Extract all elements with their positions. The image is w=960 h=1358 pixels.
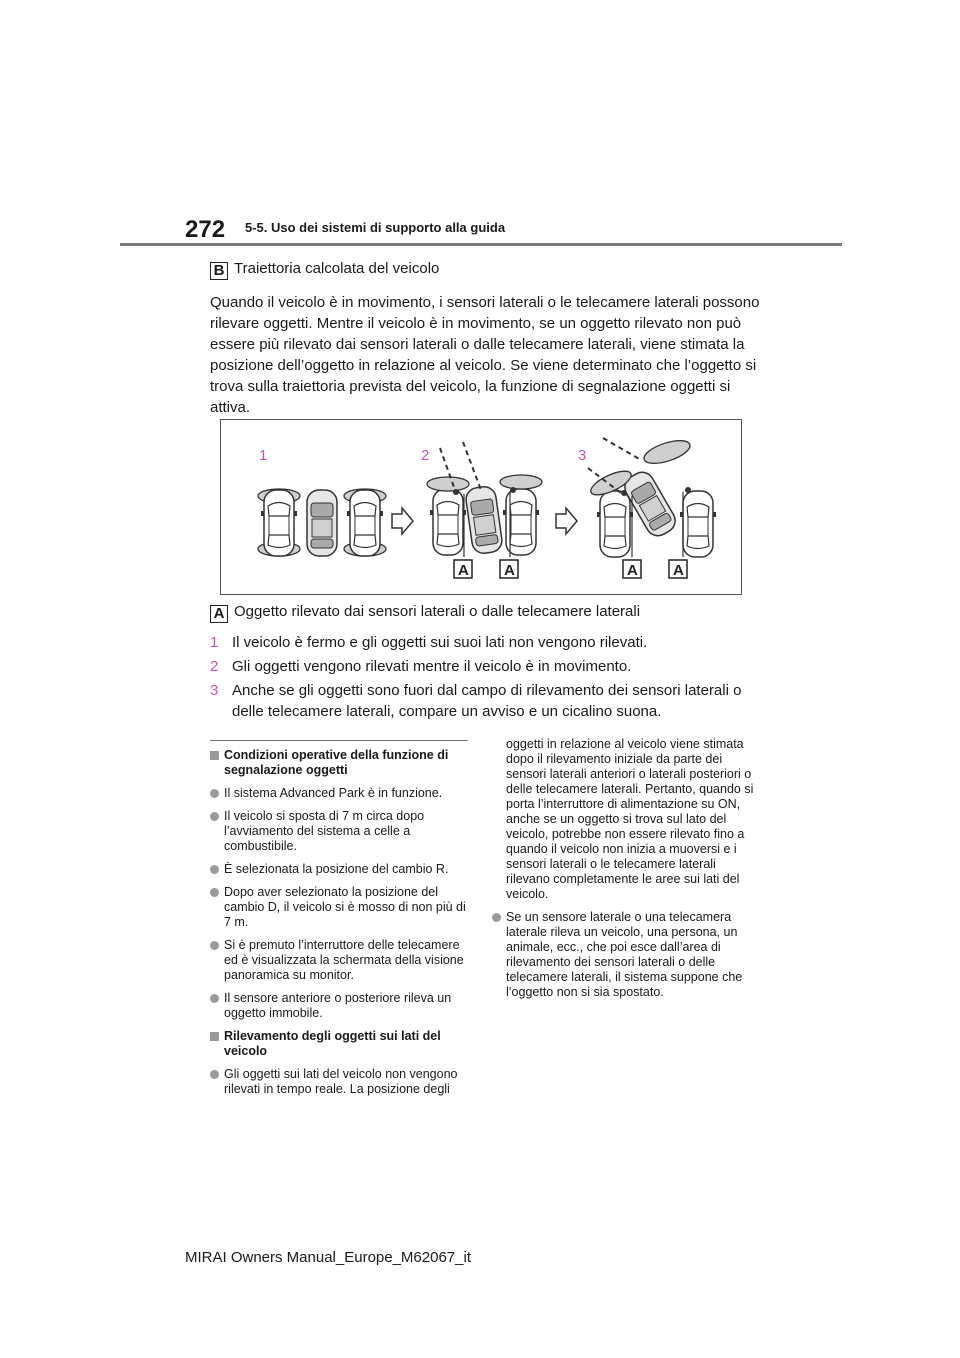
- legend-a-text: Oggetto rilevato dai sensori laterali o dalle telecamere laterali: [234, 603, 641, 620]
- intro-paragraph: Quando il veicolo è in movimento, i sensori laterali o le telecamere laterali possono rilevare oggetti. Mentre il veicolo è in movimento, se un oggetto rilevato non può essere più rilevato dai sensori laterali o dalle telecamere laterali, viene stimata la posizione dell’oggetto in relazione al veicolo. Se viene determinato che l’oggetto si trova sulla traiettoria prevista del veicolo, la funzione di segnalazione oggetti si attiva.: [210, 294, 760, 416]
- steps-list: [210, 632, 770, 725]
- diagram-step-1: 1: [259, 447, 268, 464]
- circle-bullet-icon: [210, 789, 219, 798]
- subheading: [210, 748, 468, 778]
- bullet-item: [210, 991, 468, 1021]
- bullet-text: Il veicolo si sposta di 7 m circa dopo l’avviamento del sistema a celle a combustibile.: [224, 809, 425, 853]
- step-text: Gli oggetti vengono rilevati mentre il veicolo è in movimento.: [232, 658, 632, 675]
- bullet-item: [210, 1067, 468, 1097]
- page-number: 272: [185, 216, 226, 243]
- step-item: [210, 632, 770, 653]
- diagram-step-3: 3: [578, 447, 587, 464]
- step-text: Il veicolo è fermo e gli oggetti sui suoi lati non vengono rilevati.: [232, 634, 648, 651]
- bullet-item: [210, 809, 468, 854]
- bullet-item: [210, 938, 468, 983]
- footer-text: MIRAI Owners Manual_Europe_M62067_it: [185, 1249, 471, 1266]
- step-number: 3: [210, 682, 219, 699]
- label-box-a: A: [210, 605, 228, 623]
- circle-bullet-icon: [210, 1070, 219, 1079]
- subheading: [210, 1029, 468, 1059]
- step-item: [210, 656, 770, 677]
- diagram-step-2: 2: [421, 447, 430, 464]
- circle-bullet-icon: [210, 994, 219, 1003]
- square-bullet-icon: [210, 1032, 219, 1041]
- bullet-item: [492, 910, 754, 1000]
- circle-bullet-icon: [210, 865, 219, 874]
- bullet-item: [210, 862, 468, 877]
- section-title: 5-5. Uso dei sistemi di supporto alla guida: [245, 220, 506, 235]
- object-detection-diagram: [220, 419, 742, 595]
- callout-a-4: A: [673, 562, 684, 579]
- section-b-title: Traiettoria calcolata del veicolo: [234, 260, 440, 277]
- bullet-text: È selezionata la posizione del cambio R.: [224, 862, 449, 876]
- circle-bullet-icon: [492, 913, 501, 922]
- callout-a-3: A: [627, 562, 638, 579]
- legend-a: [210, 603, 640, 623]
- column-divider: [210, 740, 468, 741]
- step-item: [210, 680, 770, 722]
- subheading-text: Rilevamento degli oggetti sui lati del veicolo: [224, 1029, 441, 1058]
- bullet-text: Gli oggetti sui lati del veicolo non vengono rilevati in tempo reale. La posizione degli: [224, 1067, 458, 1096]
- label-box-b: B: [210, 262, 228, 280]
- left-column: [210, 748, 468, 1105]
- circle-bullet-icon: [210, 941, 219, 950]
- bullet-text: Se un sensore laterale o una telecamera laterale rileva un veicolo, una persona, un animale, ecc., che poi esce dall’area di rilevamento dei sensori laterali o delle telecamere laterali, il sistema suppone che l’oggetto non si sia spostato.: [506, 910, 743, 999]
- section-b-heading: [210, 260, 439, 280]
- bullet-text: Si è premuto l’interruttore delle telecamere ed è visualizzata la schermata della visione panoramica su monitor.: [224, 938, 464, 982]
- callout-a-1: A: [458, 562, 469, 579]
- continued-text: oggetti in relazione al veicolo viene stimata dopo il rilevamento iniziale da parte dei sensori laterali anteriori o laterali posteriori o delle telecamere laterali. Pertanto, quando si porta l’interruttore di alimentazione su ON, anche se un oggetto si trova sul lato del veicolo, potrebbe non essere rilevato fino a quando il veicolo non inizia a muoversi e i sensori laterali o le telecamere laterali rilevano completamente le aree sui lati del veicolo.: [506, 737, 754, 901]
- subheading-text: Condizioni operative della funzione di segnalazione oggetti: [224, 748, 449, 777]
- header-divider: [120, 243, 842, 246]
- right-column: [492, 737, 754, 1008]
- step-text: Anche se gli oggetti sono fuori dal campo di rilevamento dei sensori laterali o delle telecamere laterali, compare un avviso e un cicalino suona.: [232, 682, 742, 720]
- bullet-item: [210, 786, 468, 801]
- bullet-text: Dopo aver selezionato la posizione del cambio D, il veicolo si è mosso di non più di 7 m.: [224, 885, 466, 929]
- bullet-text: Il sensore anteriore o posteriore rileva un oggetto immobile.: [224, 991, 452, 1020]
- callout-a-2: A: [504, 562, 515, 579]
- circle-bullet-icon: [210, 812, 219, 821]
- square-bullet-icon: [210, 751, 219, 760]
- bullet-item: [210, 885, 468, 930]
- diagram-illustration: [221, 420, 741, 594]
- circle-bullet-icon: [210, 888, 219, 897]
- step-number: 2: [210, 658, 219, 675]
- bullet-text: Il sistema Advanced Park è in funzione.: [224, 786, 443, 800]
- step-number: 1: [210, 634, 219, 651]
